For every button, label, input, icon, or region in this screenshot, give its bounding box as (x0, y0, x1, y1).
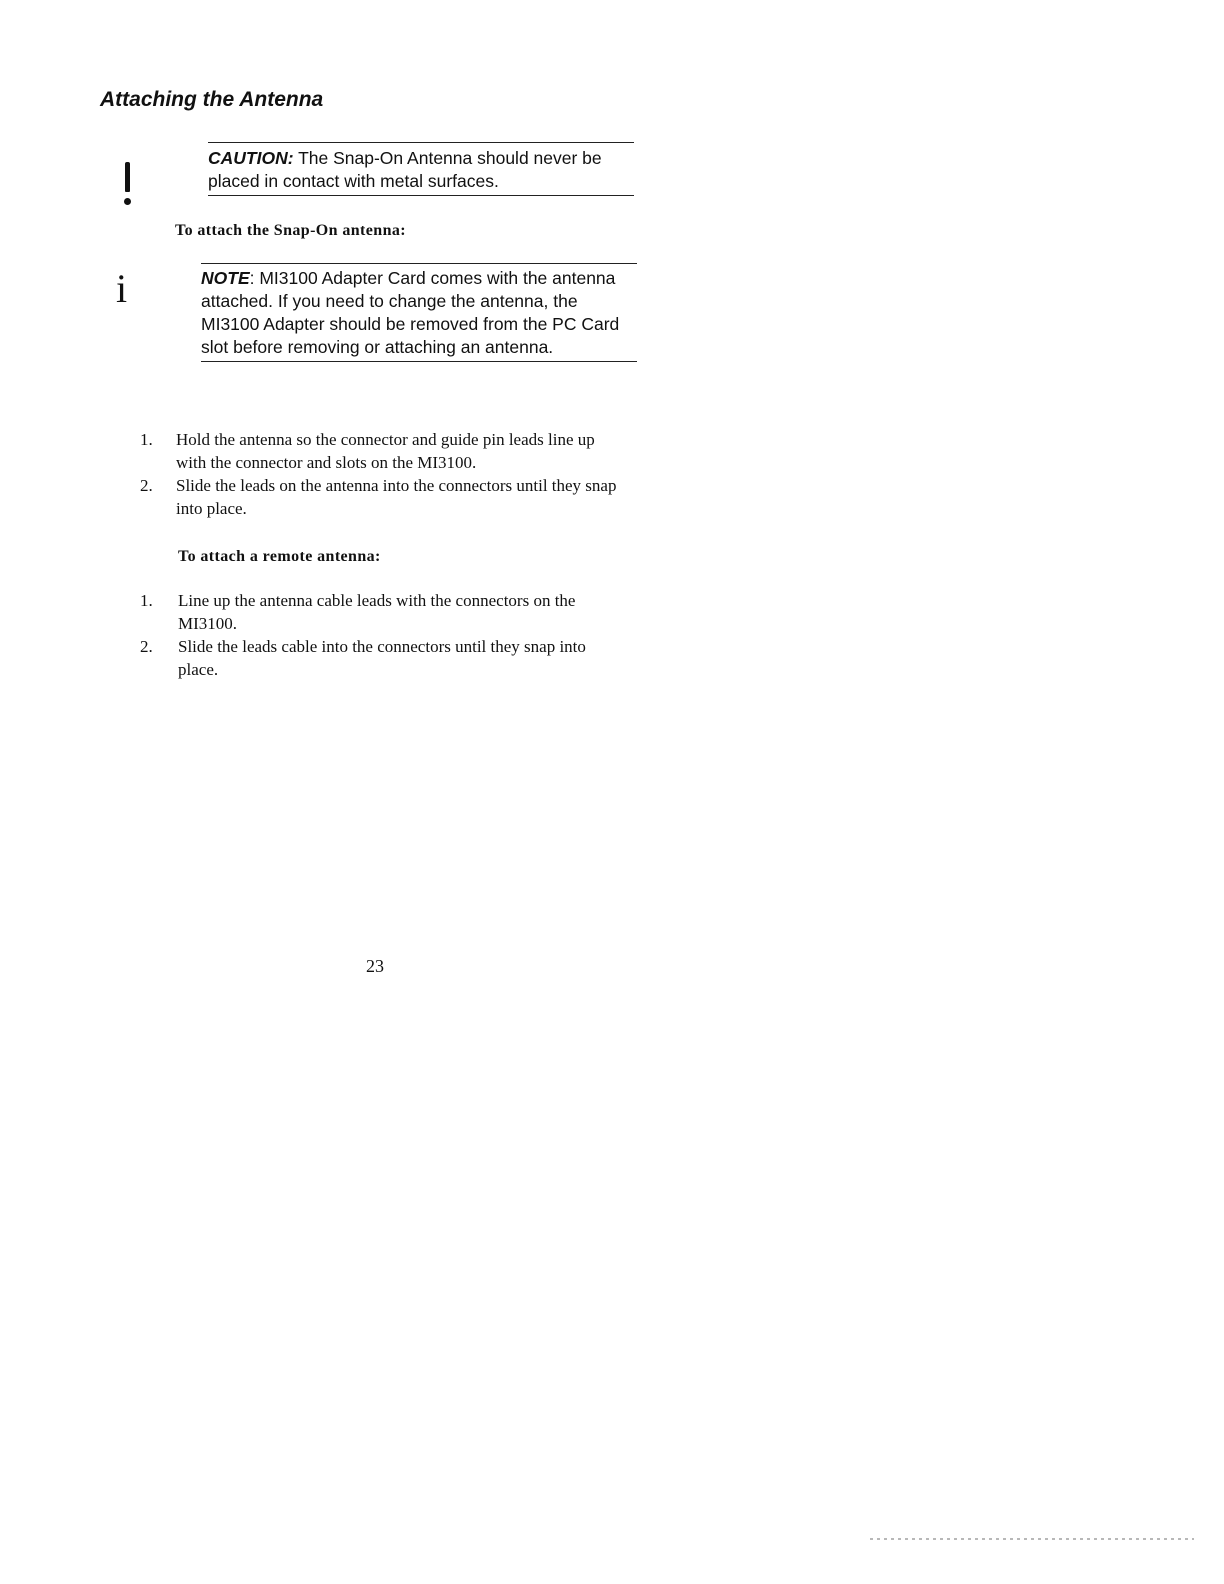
step-number: 1. (140, 430, 153, 449)
caution-text: The Snap-On Antenna should never be placed in contact with metal surfaces. (208, 148, 602, 191)
list-item (140, 474, 620, 520)
remote-steps (140, 589, 630, 681)
step-number: 1. (140, 591, 153, 610)
step-number: 2. (140, 476, 153, 495)
step-text: Hold the antenna so the connector and guide pin leads line up with the connector and slots on the MI3100. (176, 430, 595, 472)
scan-artifact (870, 1538, 1194, 1540)
caution-label: CAUTION: (208, 148, 294, 168)
info-icon (114, 265, 138, 325)
step-text: Slide the leads cable into the connectors until they snap into place. (178, 637, 586, 679)
step-text: Line up the antenna cable leads with the connectors on the MI3100. (178, 591, 576, 633)
note-text: : MI3100 Adapter Card comes with the antenna attached. If you need to change the antenna, the MI3100 Adapter should be removed from the PC Card slot before removing or attaching an antenna. (201, 268, 620, 357)
note-callout (201, 263, 637, 362)
list-item (140, 589, 630, 635)
exclamation-icon (118, 160, 138, 210)
remote-procedure-heading: To attach a remote antenna: (178, 548, 381, 565)
snap-on-steps (140, 428, 620, 520)
note-label: NOTE (201, 268, 250, 288)
caution-callout (208, 142, 634, 196)
list-item (140, 428, 620, 474)
step-number: 2. (140, 637, 153, 656)
section-title: Attaching the Antenna (100, 88, 324, 111)
page-number: 23 (366, 956, 384, 976)
list-item (140, 635, 630, 681)
snap-on-procedure-heading: To attach the Snap-On antenna: (175, 222, 407, 239)
step-text: Slide the leads on the antenna into the connectors until they snap into place. (176, 476, 617, 518)
info-glyph: i (116, 266, 128, 311)
